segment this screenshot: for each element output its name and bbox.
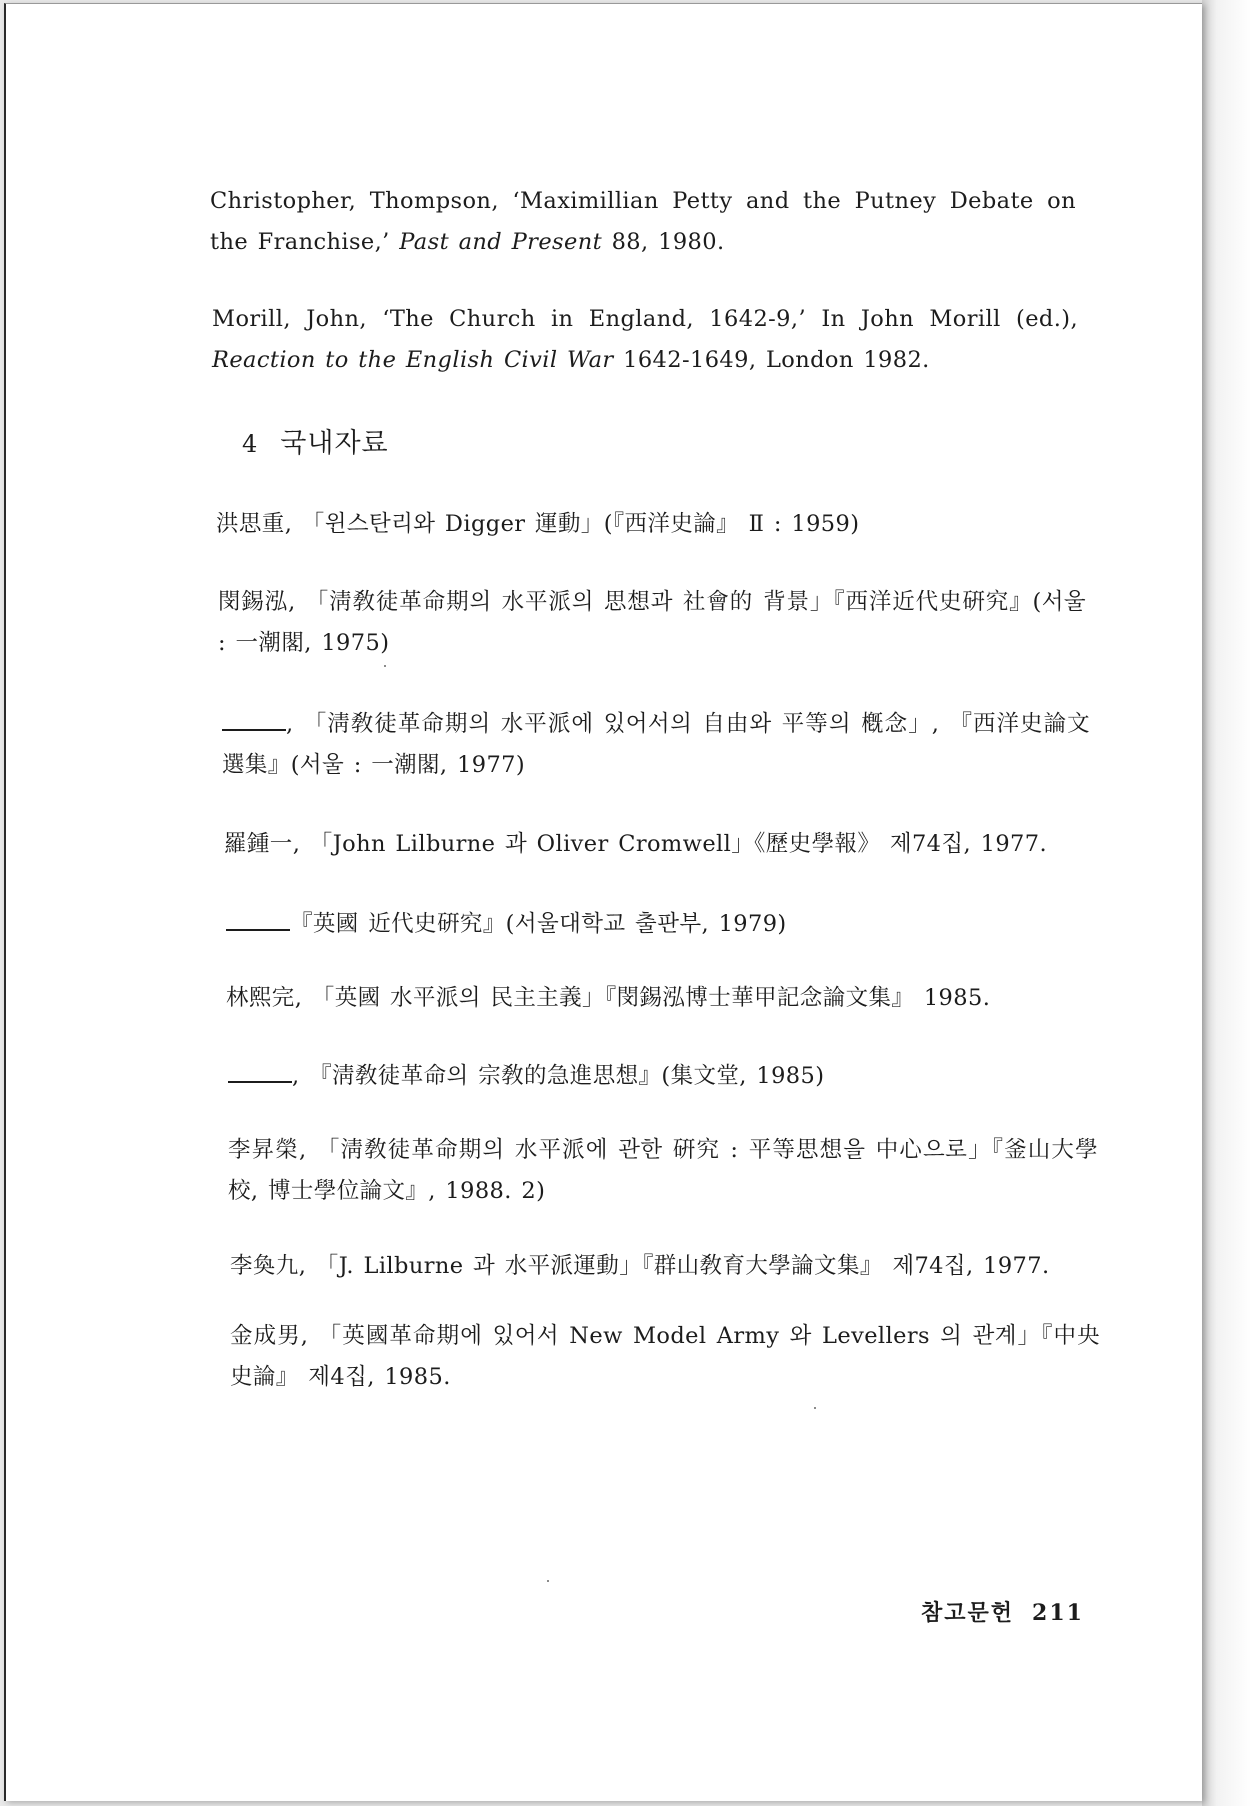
reference-text: 1642-1649, London 1982. xyxy=(613,347,930,373)
reference-entry xyxy=(230,1246,1110,1287)
page-edge-shadow xyxy=(1202,0,1251,1806)
document-page xyxy=(4,3,1202,1801)
scan-speck xyxy=(547,1580,549,1582)
page-number: 211 xyxy=(1032,1600,1084,1626)
journal-title: Past and Present xyxy=(399,229,603,255)
reference-text: 羅鍾一, 「John Lilburne 과 Oliver Cromwell」《歷史學報》 제74집, 1977. xyxy=(224,831,1048,857)
reference-entry-thompson xyxy=(210,181,1076,263)
page-content xyxy=(6,4,1202,1801)
section-heading xyxy=(242,424,389,464)
reference-entry xyxy=(216,504,1096,545)
reference-text: 洪思重, 「윈스탄리와 Digger 運動」(『西洋史論』 Ⅱ : 1959) xyxy=(216,511,860,537)
running-title: 참고문헌 xyxy=(921,1600,1015,1626)
book-title: Reaction to the English Civil War xyxy=(212,347,614,373)
reference-text: 李昇榮, 「淸敎徒革命期의 水平派에 관한 硏究 : 平等思想을 中心으로」『釜山大學校, 博士學位論文』, 1988. 2) xyxy=(228,1137,1098,1204)
reference-text: 金成男, 「英國革命期에 있어서 New Model Army 와 Levellers 의 관계」『中央史論』 제4집, 1985. xyxy=(230,1323,1100,1390)
reference-text: Morill, John, ‘The Church in England, 1642-9,’ In John Morill (ed.), xyxy=(212,306,1078,332)
reference-text: 88, 1980. xyxy=(602,229,725,255)
reference-entry xyxy=(222,704,1090,786)
ditto-dash xyxy=(228,1080,292,1083)
reference-text: 『英國 近代史硏究』(서울대학교 출판부, 1979) xyxy=(290,911,787,937)
ditto-dash xyxy=(222,728,286,731)
reference-text: Christopher, Thompson, ‘Maximillian Petty and the Putney Debate on the Franchise,’ xyxy=(210,188,1076,255)
reference-text: , 『淸敎徒革命의 宗敎的急進思想』(集文堂, 1985) xyxy=(292,1063,825,1089)
scan-speck xyxy=(384,665,386,667)
reference-text: , 「淸敎徒革命期의 水平派에 있어서의 自由와 平等의 槪念」, 『西洋史論文選集』(서울 : 一潮閣, 1977) xyxy=(222,711,1090,778)
ditto-dash xyxy=(226,928,290,931)
reference-entry xyxy=(224,824,1104,865)
reference-entry xyxy=(226,978,1106,1019)
reference-text: 林熙完, 「英國 水平派의 民主主義」『閔錫泓博士華甲記念論文集』 1985. xyxy=(226,985,991,1011)
section-title: 국내자료 xyxy=(280,428,389,459)
reference-entry xyxy=(228,1130,1098,1212)
reference-entry xyxy=(228,1056,1108,1097)
reference-text: 閔錫泓, 「淸敎徒革命期의 水平派의 思想과 社會的 背景」『西洋近代史硏究』(서울 : 一潮閣, 1975) xyxy=(218,589,1086,656)
reference-entry xyxy=(218,582,1086,664)
reference-entry xyxy=(226,904,1106,945)
section-number: 4 xyxy=(242,430,259,458)
scan-speck xyxy=(814,1407,816,1409)
reference-entry-morill xyxy=(212,299,1078,381)
reference-text: 李奐九, 「J. Lilburne 과 水平派運動」『群山敎育大學論文集』 제74집, 1977. xyxy=(230,1253,1050,1279)
page-footer xyxy=(921,1596,1084,1630)
reference-entry xyxy=(230,1316,1100,1398)
